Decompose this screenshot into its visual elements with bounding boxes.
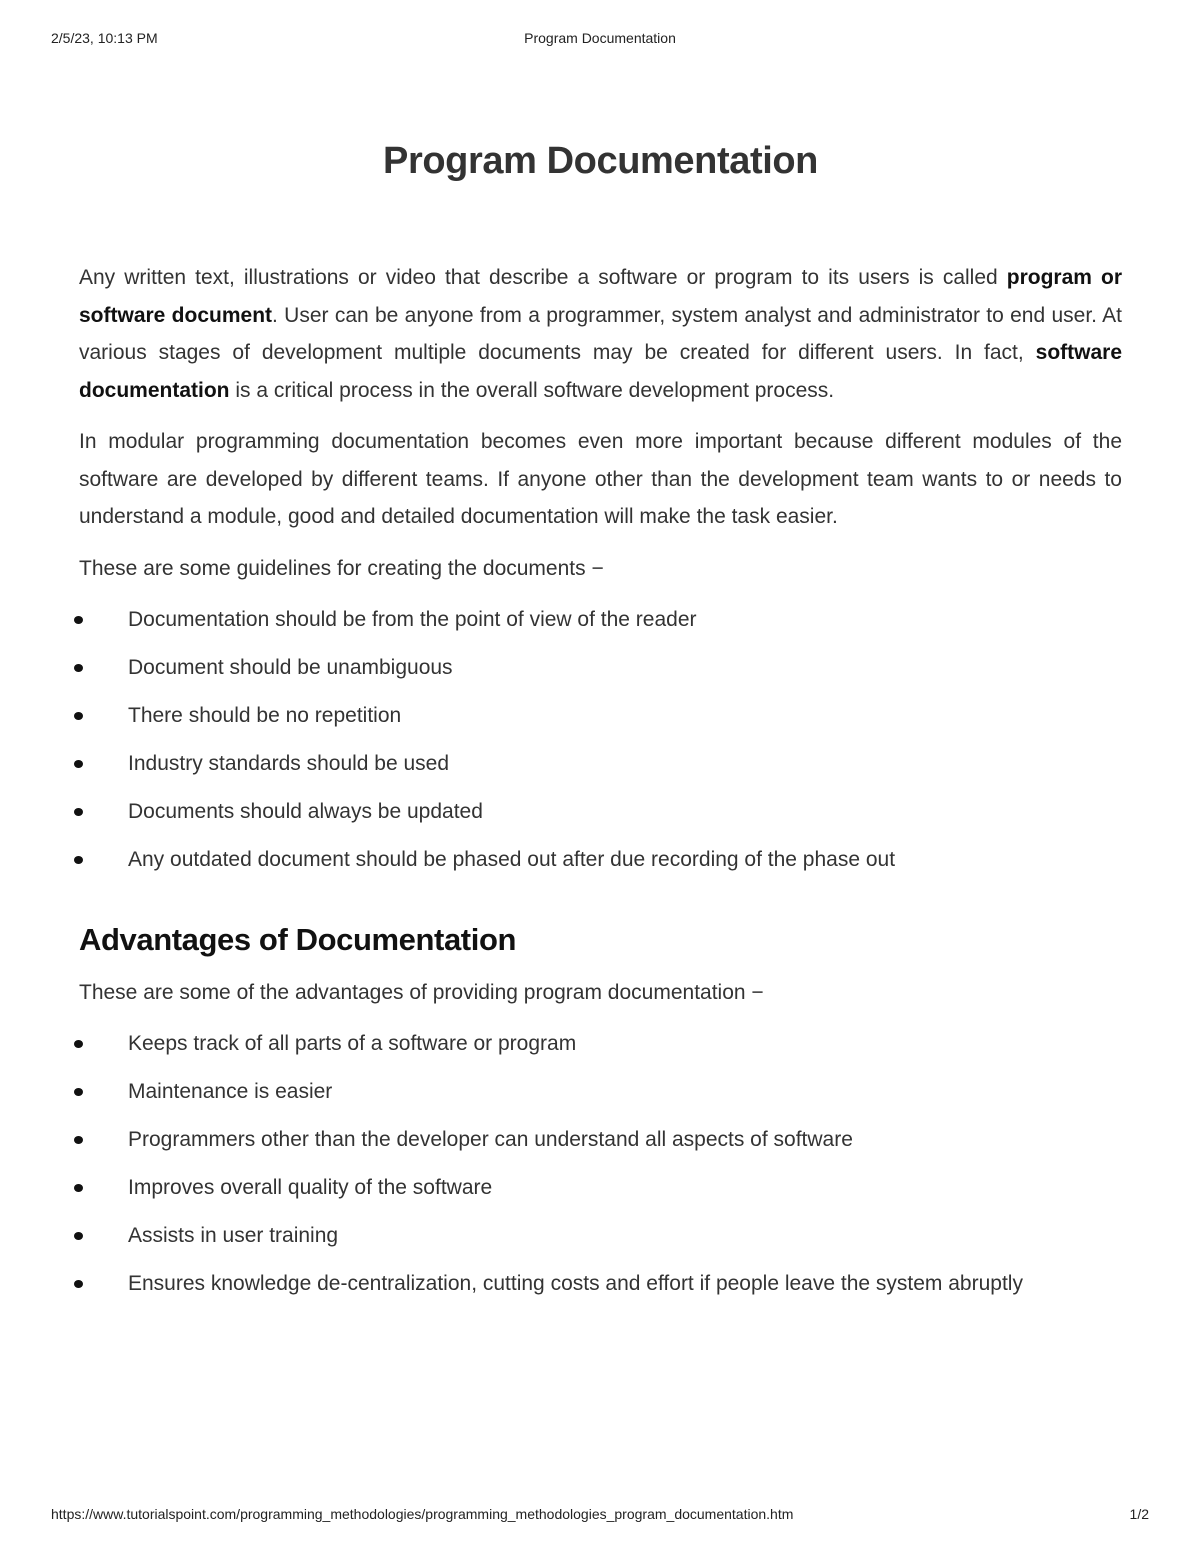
list-item-text: Keeps track of all parts of a software or program [128, 1032, 577, 1055]
bullet-icon [74, 808, 83, 816]
list-item [79, 1073, 1122, 1111]
list-item [79, 1025, 1122, 1063]
list-item-text: Industry standards should be used [128, 752, 450, 775]
list-item-text: Ensures knowledge de-centralization, cutting costs and effort if people leave the system abruptly [128, 1272, 1023, 1295]
modular-paragraph: In modular programming documentation becomes even more important because different modules of the software are developed by different teams. If anyone other than the development team wants to or needs to understand a module, good and detailed documentation will make the task easier. [79, 430, 1122, 528]
list-item-text: Assists in user training [128, 1224, 339, 1247]
guidelines-intro: These are some guidelines for creating the documents − [79, 556, 604, 580]
list-item [79, 1169, 1122, 1207]
print-header-title: Program Documentation [524, 30, 676, 46]
page-title: Program Documentation [383, 140, 818, 182]
list-item [79, 745, 1122, 783]
list-item [79, 1265, 1122, 1303]
list-item-text: Document should be unambiguous [128, 656, 453, 679]
bullet-icon [74, 1088, 83, 1096]
bullet-icon [74, 616, 83, 624]
list-item-text: Documentation should be from the point of view of the reader [128, 608, 697, 631]
list-item [79, 697, 1122, 735]
article [79, 136, 1122, 1313]
list-item-text: Programmers other than the developer can understand all aspects of software [128, 1128, 853, 1151]
intro-bold-1: program or software document [79, 266, 1122, 327]
intro-text-1: Any written text, illustrations or video that describe a software or program to its users is called [79, 266, 1007, 289]
bullet-icon [74, 1232, 83, 1240]
list-item [79, 601, 1122, 639]
list-item-text: Documents should always be updated [128, 800, 483, 823]
print-datetime: 2/5/23, 10:13 PM [51, 30, 158, 46]
advantages-intro: These are some of the advantages of providing program documentation − [79, 980, 764, 1004]
list-item [79, 841, 1122, 879]
bullet-icon [74, 1136, 83, 1144]
bullet-icon [74, 1040, 83, 1048]
intro-bold-2: software documentation [79, 341, 1122, 402]
bullet-icon [74, 664, 83, 672]
list-item-text: There should be no repetition [128, 704, 402, 727]
bullet-icon [74, 1280, 83, 1288]
bullet-icon [74, 760, 83, 768]
page-number: 1/2 [1129, 1506, 1149, 1522]
list-item [79, 649, 1122, 687]
list-item-text: Maintenance is easier [128, 1080, 333, 1103]
list-item [79, 793, 1122, 831]
list-item [79, 1121, 1122, 1159]
list-item-text: Any outdated document should be phased out after due recording of the phase out [128, 848, 896, 871]
intro-text-3: is a critical process in the overall software development process. [229, 378, 835, 402]
list-item-text: Improves overall quality of the software [128, 1176, 493, 1199]
list-item [79, 1217, 1122, 1255]
bullet-icon [74, 1184, 83, 1192]
bullet-icon [74, 712, 83, 720]
advantages-list [79, 1025, 1122, 1303]
page-url: https://www.tutorialspoint.com/programming_methodologies/programming_methodologies_program_documentation.htm [51, 1506, 794, 1522]
advantages-heading: Advantages of Documentation [79, 921, 517, 957]
bullet-icon [74, 856, 83, 864]
intro-text-2: . User can be anyone from a programmer, system analyst and administrator to end user. At various stages of development multiple documents may be created for different users. In fact, [79, 303, 1122, 364]
intro-paragraph [79, 259, 1122, 409]
guidelines-list [79, 601, 1122, 879]
